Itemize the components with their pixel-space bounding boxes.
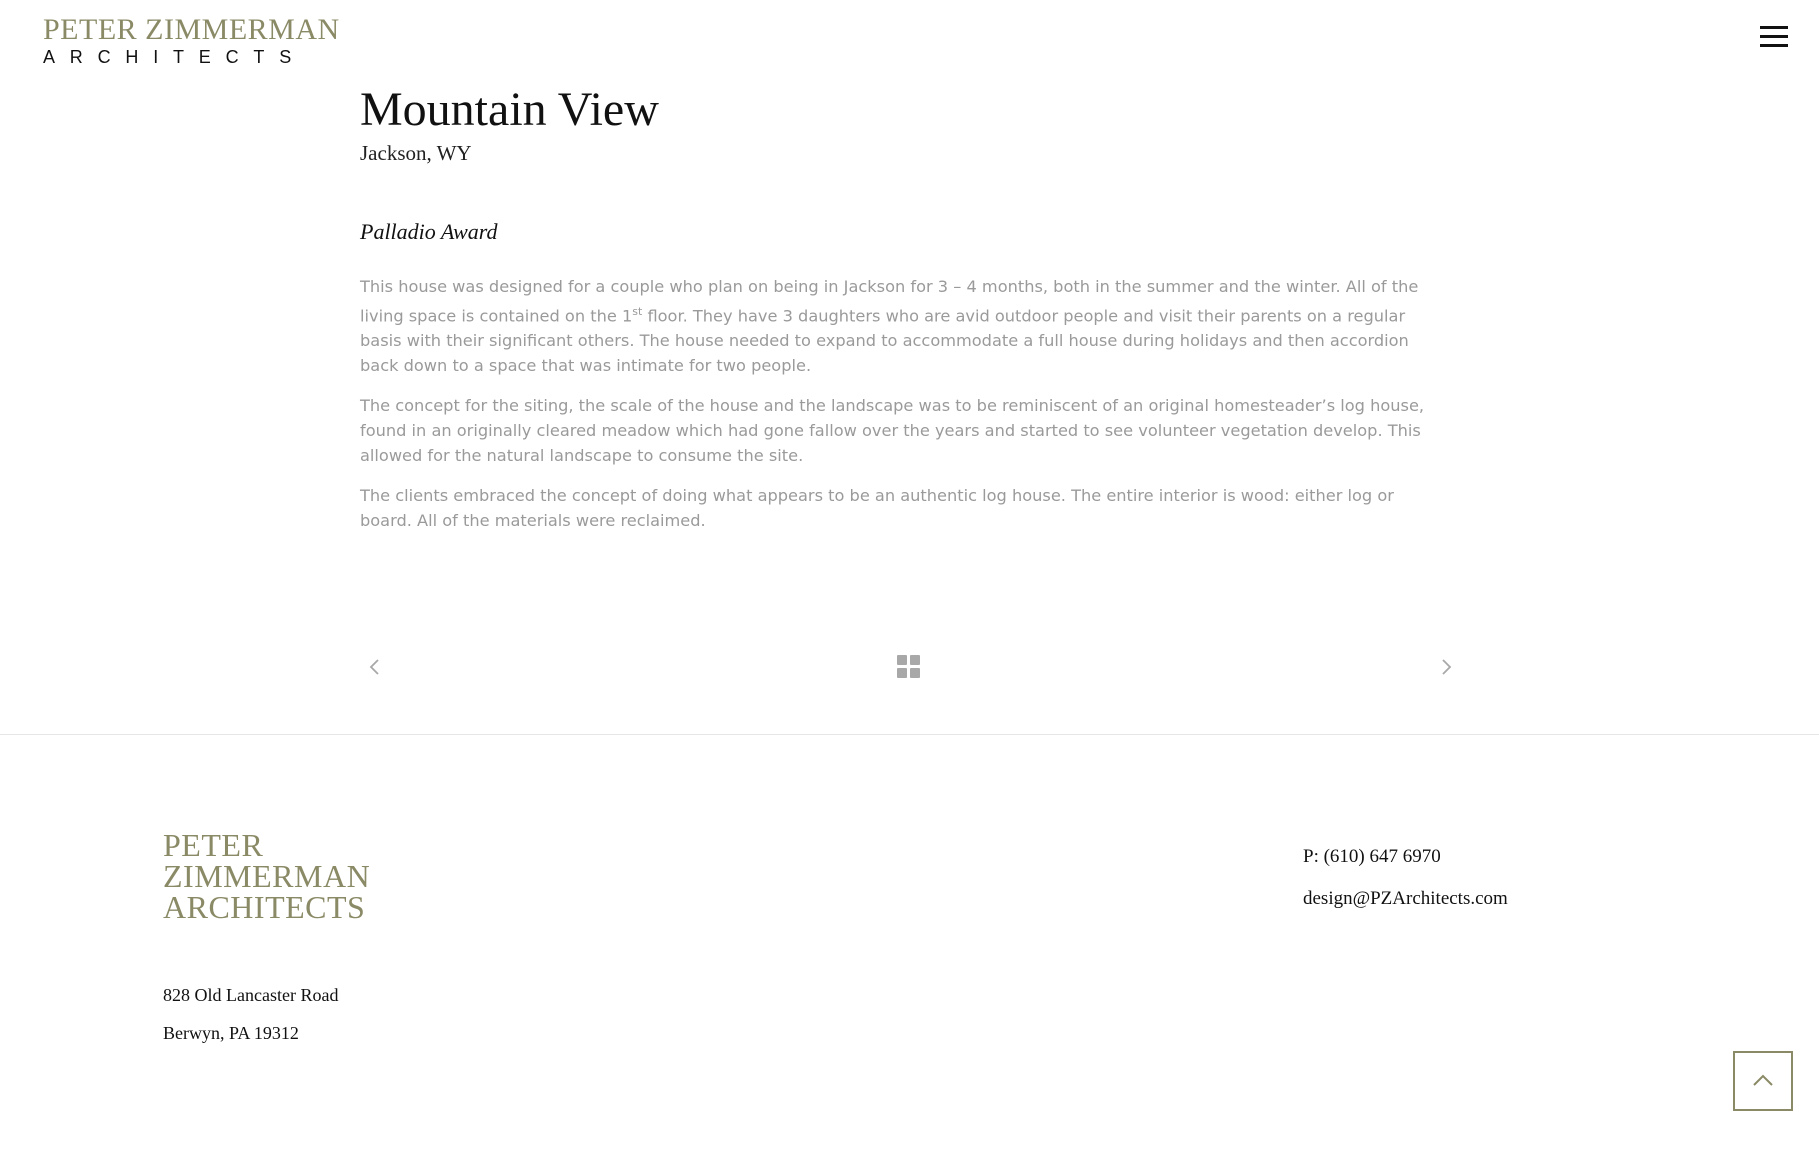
address-street: 828 Old Lancaster Road [163, 985, 339, 1005]
footer-contact [1303, 836, 1508, 920]
chevron-left-icon [365, 652, 385, 682]
site-logo[interactable] [43, 14, 340, 68]
hamburger-menu-icon[interactable] [1760, 26, 1790, 50]
next-project-button[interactable] [1436, 652, 1456, 682]
paragraph-text: floor. They have 3 daughters who are avid outdoor people and visit their parents on a regular basis with their significant others. The house needed to expand to accommodate a full house during holidays and then accordion back down to a space that was intimate for two people. [360, 306, 1409, 376]
project-grid-button[interactable] [897, 655, 921, 679]
address-city: Berwyn, PA 19312 [163, 1023, 299, 1043]
footer-logo-line: PETER [163, 827, 264, 863]
logo-subtitle: ARCHITECTS [43, 47, 307, 67]
project-content [360, 80, 1430, 548]
project-location: Jackson, WY [360, 141, 472, 165]
description-paragraph [360, 274, 1430, 378]
project-description [360, 274, 1430, 533]
phone-link[interactable]: P: (610) 647 6970 [1303, 846, 1441, 867]
menu-bar [1760, 26, 1788, 29]
footer-logo-line: ZIMMERMAN [163, 858, 371, 894]
previous-project-button[interactable] [365, 652, 385, 682]
project-award: Palladio Award [360, 219, 498, 244]
menu-bar [1760, 35, 1788, 38]
chevron-up-icon [1735, 1053, 1791, 1109]
footer-divider [0, 734, 1819, 735]
description-paragraph: The clients embraced the concept of doing what appears to be an authentic log house. The entire interior is wood: either log or board. All of the materials were reclaimed. [360, 486, 1394, 531]
chevron-right-icon [1436, 652, 1456, 682]
logo-name: PETER ZIMMERMAN [43, 13, 340, 46]
description-paragraph: The concept for the siting, the scale of the house and the landscape was to be reminiscent of an original homesteader’s log house, found in an originally cleared meadow which had gone fallow over the years and started to see volunteer vegetation develop. This allowed for the natural landscape to consume the site. [360, 396, 1425, 466]
menu-bar [1760, 44, 1788, 47]
footer-address [163, 976, 338, 1052]
paragraph-text: This house was designed for a couple who plan on being in Jackson for 3 – 4 months, both in the summer and the winter. All of the living space is contained on the 1 [360, 277, 1419, 326]
footer-logo[interactable] [163, 827, 371, 925]
back-to-top-button[interactable] [1733, 1051, 1793, 1111]
footer-logo-line: ARCHITECTS [163, 889, 366, 925]
ordinal-suffix: st [632, 305, 643, 318]
project-title: Mountain View [360, 83, 659, 136]
email-link[interactable]: design@PZArchitects.com [1303, 888, 1508, 909]
